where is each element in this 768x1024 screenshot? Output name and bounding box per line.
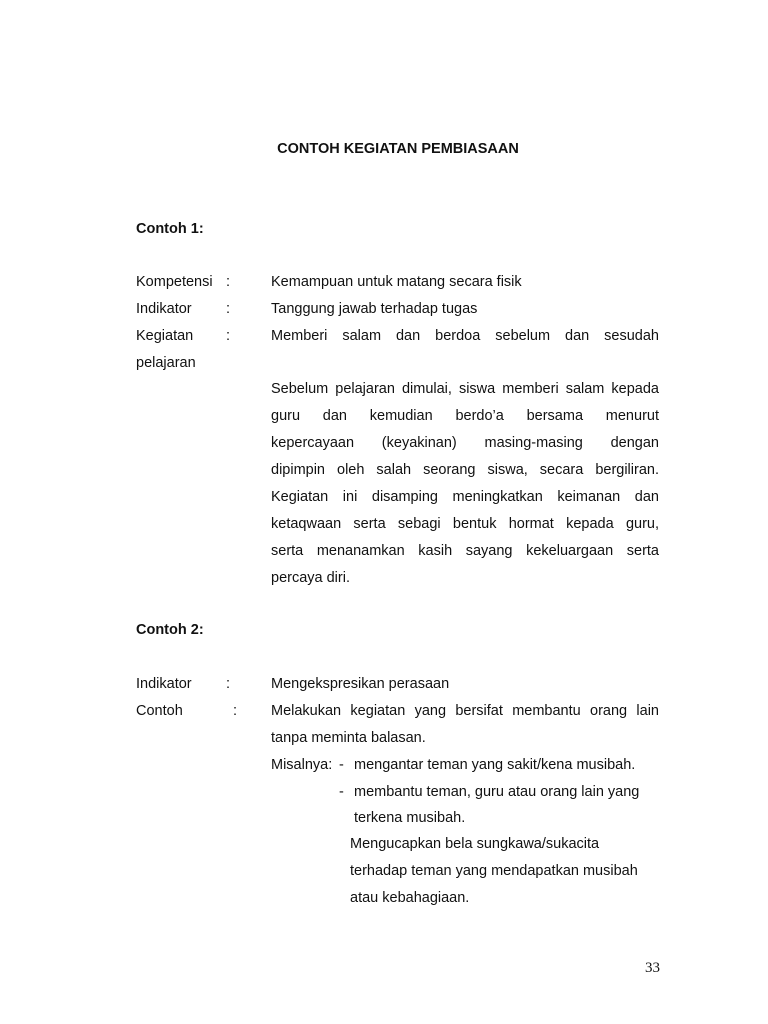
extra-line: atau kebahagiaan. bbox=[350, 890, 470, 906]
bullet-item-continued: terkena musibah. bbox=[354, 810, 466, 826]
description-line: guru dan kemudian berdo’a bersama menurut bbox=[271, 408, 659, 424]
bullet-dash: - bbox=[339, 784, 344, 800]
misalnya-label: Misalnya: bbox=[271, 757, 333, 773]
kegiatan-value: Memberi salam dan berdoa sebelum dan sesudah bbox=[271, 328, 659, 344]
description-line: serta menanamkan kasih sayang kekeluargaan serta bbox=[271, 543, 659, 559]
kompetensi-colon: : bbox=[226, 274, 231, 290]
description-line: percaya diri. bbox=[271, 570, 350, 586]
indikator-2-label: Indikator bbox=[136, 676, 192, 692]
indikator-2-value: Mengekspresikan perasaan bbox=[271, 676, 450, 692]
kegiatan-label: Kegiatan bbox=[136, 328, 194, 344]
example-1-heading: Contoh 1: bbox=[136, 221, 204, 237]
contoh-colon: : bbox=[233, 703, 238, 719]
contoh-value: tanpa meminta balasan. bbox=[271, 730, 426, 746]
kompetensi-value: Kemampuan untuk matang secara fisik bbox=[271, 274, 522, 290]
extra-line: Mengucapkan bela sungkawa/sukacita bbox=[350, 836, 600, 852]
contoh-label: Contoh bbox=[136, 703, 183, 719]
kompetensi-label: Kompetensi bbox=[136, 274, 213, 290]
indikator-label: Indikator bbox=[136, 301, 192, 317]
contoh-value: Melakukan kegiatan yang bersifat membantu orang lain bbox=[271, 703, 659, 719]
description-line: kepercayaan (keyakinan) masing-masing dengan bbox=[271, 435, 659, 451]
bullet-item: membantu teman, guru atau orang lain yang bbox=[354, 784, 640, 800]
page-title: CONTOH KEGIATAN PEMBIASAAN bbox=[277, 141, 519, 157]
indikator-value: Tanggung jawab terhadap tugas bbox=[271, 301, 478, 317]
description-line: dipimpin oleh salah seorang siswa, secara bergiliran. bbox=[271, 462, 659, 478]
extra-line: terhadap teman yang mendapatkan musibah bbox=[350, 863, 638, 879]
page-number: 33 bbox=[645, 960, 660, 976]
indikator-2-colon: : bbox=[226, 676, 231, 692]
description-line: ketaqwaan serta sebagi bentuk hormat kepada guru, bbox=[271, 516, 659, 532]
description-line: Sebelum pelajaran dimulai, siswa memberi salam kepada bbox=[271, 381, 659, 397]
description-line: Kegiatan ini disamping meningkatkan keimanan dan bbox=[271, 489, 659, 505]
bullet-item: mengantar teman yang sakit/kena musibah. bbox=[354, 757, 636, 773]
kegiatan-colon: : bbox=[226, 328, 231, 344]
indikator-colon: : bbox=[226, 301, 231, 317]
kegiatan-label-continued: pelajaran bbox=[136, 355, 196, 371]
bullet-dash: - bbox=[339, 757, 344, 773]
example-2-heading: Contoh 2: bbox=[136, 622, 204, 638]
